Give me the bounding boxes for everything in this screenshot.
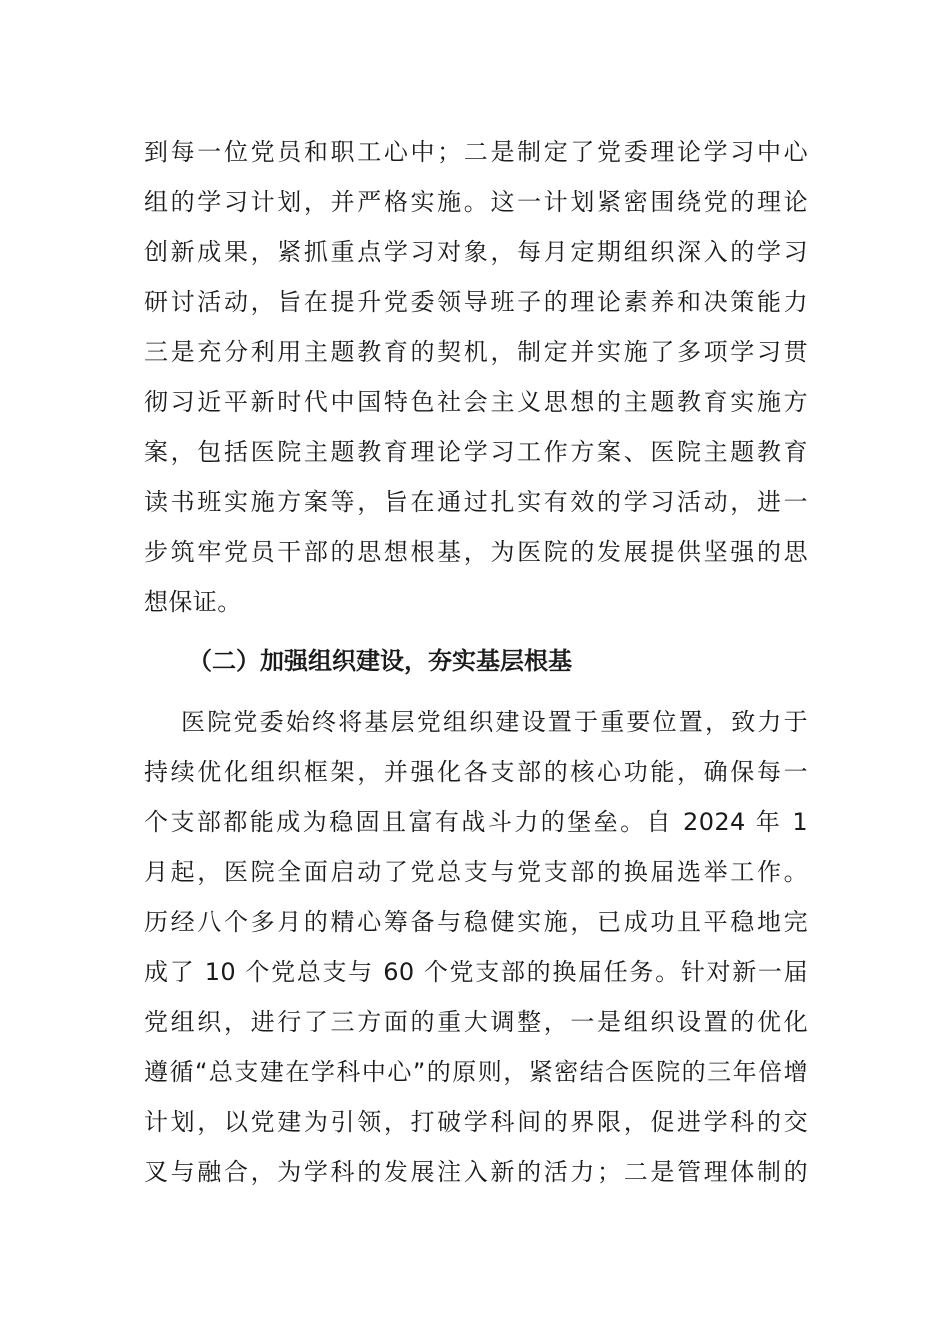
paragraph-1-line: 研讨活动，旨在提升党委领导班子的理论素养和决策能力 <box>144 288 808 316</box>
paragraph-2-line: 个支部都能成为稳固且富有战斗力的堡垒。自 2024 年 1 <box>144 808 808 836</box>
paragraph-2-line: 党组织，进行了三方面的重大调整，一是组织设置的优化 <box>144 1008 808 1036</box>
paragraph-1-line: 彻习近平新时代中国特色社会主义思想的主题教育实施方 <box>144 388 808 416</box>
section-heading: （二）加强组织建设，夯实基层根基 <box>188 647 572 675</box>
paragraph-2-line: 成了 10 个党总支与 60 个党支部的换届任务。针对新一届 <box>144 958 808 986</box>
paragraph-1-line: 步筑牢党员干部的思想根基，为医院的发展提供坚强的思 <box>144 538 808 566</box>
paragraph-2-line: 计划，以党建为引领，打破学科间的界限，促进学科的交 <box>144 1108 808 1136</box>
paragraph-2-line: 遵循“总支建在学科中心”的原则，紧密结合医院的三年倍增 <box>144 1058 808 1086</box>
paragraph-1-line: 读书班实施方案等，旨在通过扎实有效的学习活动，进一 <box>144 488 808 516</box>
paragraph-1-line: 创新成果，紧抓重点学习对象，每月定期组织深入的学习 <box>144 238 808 266</box>
paragraph-1-line: 三是充分利用主题教育的契机，制定并实施了多项学习贯 <box>144 338 808 366</box>
paragraph-1-line: 案，包括医院主题教育理论学习工作方案、医院主题教育 <box>144 438 808 466</box>
paragraph-2-line: 历经八个多月的精心筹备与稳健实施，已成功且平稳地完 <box>144 908 808 936</box>
paragraph-1-line: 组的学习计划，并严格实施。这一计划紧密围绕党的理论 <box>144 188 808 216</box>
paragraph-2-line: 医院党委始终将基层党组织建设置于重要位置，致力于 <box>181 708 808 736</box>
paragraph-2-line: 月起，医院全面启动了党总支与党支部的换届选举工作。 <box>144 858 808 886</box>
paragraph-1 <box>144 127 808 627</box>
paragraph-1-line: 到每一位党员和职工心中；二是制定了党委理论学习中心 <box>144 138 808 166</box>
paragraph-2 <box>144 697 808 1197</box>
paragraph-2-line: 持续优化组织框架，并强化各支部的核心功能，确保每一 <box>144 758 808 786</box>
paragraph-1-line: 想保证。 <box>144 588 242 616</box>
paragraph-2-line: 叉与融合，为学科的发展注入新的活力；二是管理体制的 <box>144 1158 808 1186</box>
